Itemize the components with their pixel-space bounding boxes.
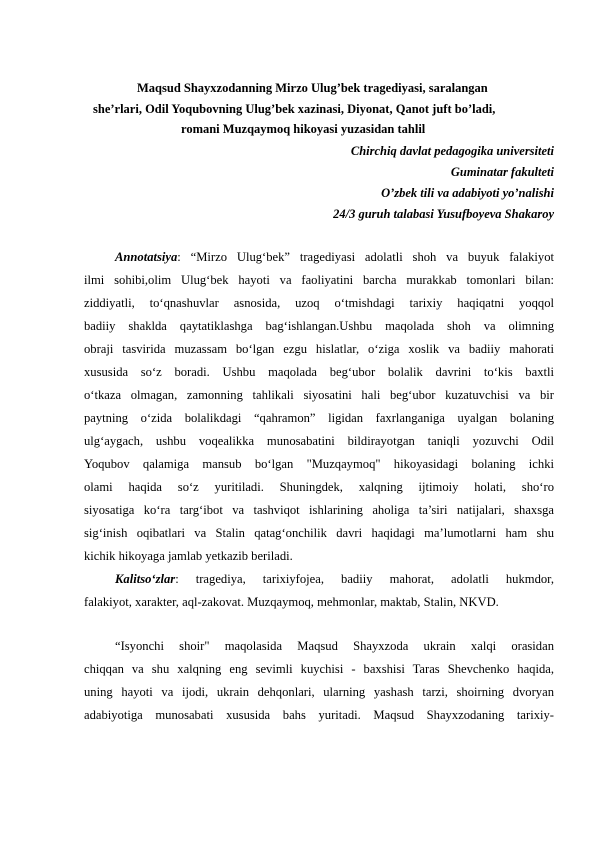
keywords-label: Kalitso‘zlar <box>115 572 176 586</box>
paragraph-line: chiqqan va shu xalqning eng sevimli kuychisi - baxshisi Taras Shevchenko haqida, <box>84 662 554 676</box>
abstract-line: obraji tasvirida muzassam bo‘lgan ezgu hislatlar, o‘ziga xoslik va badiiy mahorati <box>84 342 554 356</box>
abstract-line: kichik hikoyaga jamlab yetkazib beriladi. <box>84 549 293 563</box>
paragraph-line: adabiyotiga munosabati xususida bahs yuritadi. Maqsud Shayxzodaning tarixiy- <box>84 708 554 722</box>
abstract-line: o‘tkaza olmagan, zamonning tahlikali siyosatini hali beg‘ubor kuzatuvchisi va bir <box>84 388 554 402</box>
paragraph-line: uning hayoti va ijodi, ukrain dehqonlari, ularning yashash tarzi, shoirning dvoryan <box>84 685 554 699</box>
abstract-label: Annotatsiya <box>115 250 178 264</box>
affiliation-department: O’zbek tili va adabiyoti yo’nalishi <box>381 186 554 200</box>
abstract-line: ilmi sohibi,olim Ulug‘bek hayoti va faoliyatini barcha murakkab tomonlari bilan: <box>84 273 554 287</box>
abstract-line <box>115 248 554 266</box>
abstract-line: ulg‘aygach, ushbu voqealikka munosabatini bildirayotgan taniqli yozuvchi Odil <box>84 434 554 448</box>
keywords-line: falakiyot, xarakter, aql-zakovat. Muzqaymoq, mehmonlar, maktab, Stalin, NKVD. <box>84 595 499 609</box>
title-line-1: Maqsud Shayxzodanning Mirzo Ulug’bek tragediyasi, saralangan <box>137 81 488 95</box>
abstract-line: ziddiyatli, to‘qnashuvlar asnosida, uzoq o‘tmishdagi tarixiy haqiqatni yoqqol <box>84 296 554 310</box>
title-line-2: she’rlari, Odil Yoqubovning Ulug’bek xazinasi, Diyonat, Qanot juft bo’ladi, <box>93 102 496 116</box>
abstract-line: paytning o‘zida bolalikdagi “qahramon” ligidan faxrlanganiga uyalgan bolaning <box>84 411 554 425</box>
paragraph-line: “Isyonchi shoir" maqolasida Maqsud Shayxzoda ukrain xalqi orasidan <box>115 639 554 653</box>
abstract-line: olami haqida so‘z yuritiladi. Shuningdek, xalqning ijtimoiy holati, sho‘ro <box>84 480 554 494</box>
abstract-text: : “Mirzo Ulug‘bek” tragediyasi adolatli shoh va buyuk falakiyot <box>177 250 554 264</box>
affiliation-faculty: Guminatar fakulteti <box>450 165 554 179</box>
abstract-line: Yoqubov qalamiga mansub bo‘lgan "Muzqaymoq" hikoyasidagi bolaning ichki <box>84 457 554 471</box>
abstract-line: xususida so‘z boradi. Ushbu maqolada beg‘ubor bolalik davrini to‘kis baxtli <box>84 365 554 379</box>
affiliation-university: Chirchiq davlat pedagogika universiteti <box>350 144 554 158</box>
title-line-3: romani Muzqaymoq hikoyasi yuzasidan tahlil <box>181 122 426 136</box>
keywords-line <box>115 570 554 588</box>
abstract-line: badiiy shaklda qaytatiklashga bag‘ishlangan.Ushbu maqolada shoh va olimning <box>84 319 554 333</box>
affiliation-author: 24/3 guruh talabasi Yusufboyeva Shakaroy <box>333 207 554 221</box>
keywords-text: : tragediya, tarixiyfojea, badiiy mahorat, adolatli hukmdor, <box>175 572 554 586</box>
abstract-line: sig‘inish oqibatlari va Stalin qatag‘onchilik davri haqidagi ma’lumotlarni ham shu <box>84 526 554 540</box>
abstract-line: siyosatiga ko‘ra targ‘ibot va tashviqot ishlarining aholiga ta’siri natijalari, shaxsga <box>84 503 554 517</box>
